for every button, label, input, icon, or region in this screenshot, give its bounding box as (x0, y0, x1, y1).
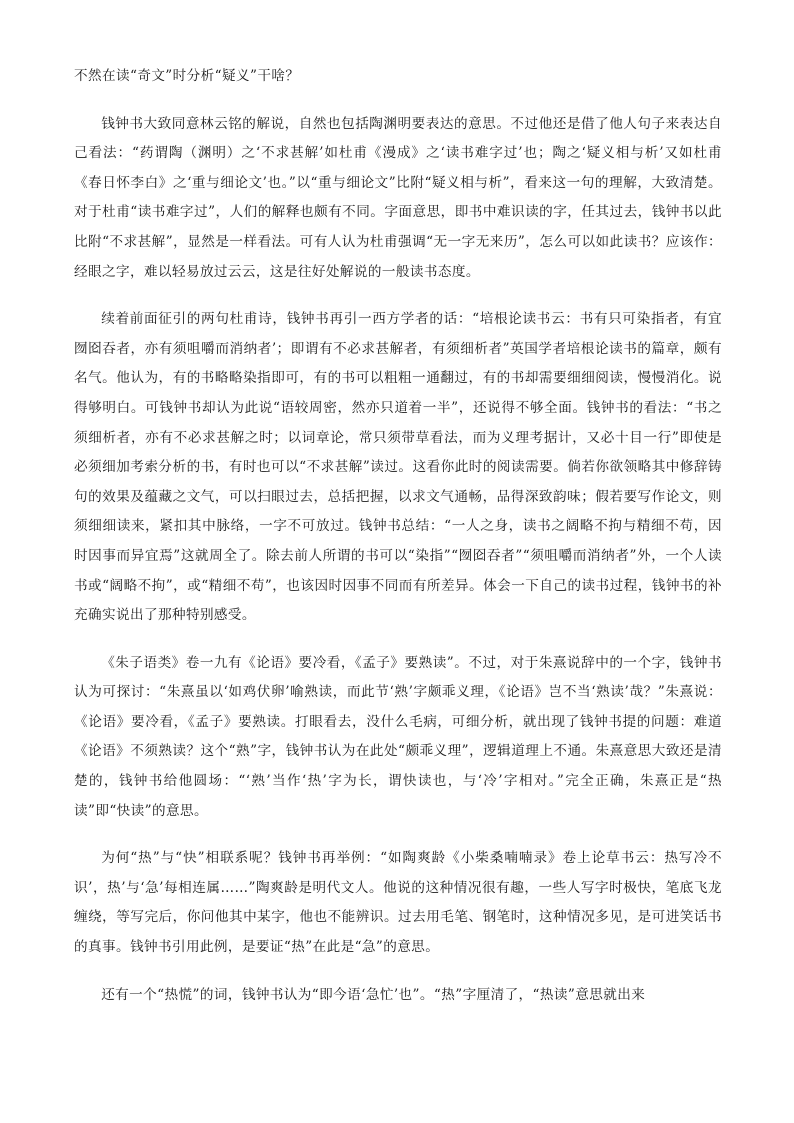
paragraph-6: 还有一个“热慌”的词，钱钟书认为“即今语‘急忙’也”。“热”字厘清了，“热读”意思就出来 (101, 986, 646, 1003)
paragraph-5: 为何“热”与“快”相联系呢？钱钟书再举例：“如陶爽龄《小柴桑喃喃录》卷上论草书云：热写冷不识’，热’与‘急’每相连属……”陶爽龄是明代文人。他说的这种情况很有趣，一些人写字时极快，笔底飞龙缠绕，等写完后，你问他其中某字，他也不能辨识。过去用毛笔、钢笔时，这种情况多见，是可进笑话书的真事。钱钟书引用此例，是要证“热”在此是“急”的意思。 (74, 850, 722, 956)
paragraph-3: 续着前面征引的两句杜甫诗，钱钟书再引一西方学者的话：“培根论读书云：书有只可染指者，有宜囫囵吞者，亦有须咀嚼而消纳者’；即谓有不必求甚解者，有须细析者”英国学者培根论读书的篇章，颇有名气。他认为，有的书略略染指即可，有的书可以粗粗一通翻过，有的书却需要细细阅读，慢慢消化。说得够明白。可钱钟书却认为此说“语较周密，然亦只道着一半”，还说得不够全面。钱钟书的看法：“书之须细析者，亦有不必求甚解之时；以词章论，常只须带草看法，而为义理考据计，又必十目一行”即使是必须细加考索分析的书，有时也可以“不求甚解”读过。这看你此时的阅读需要。倘若你欲领略其中修辞铸句的效果及蕴藏之文气，可以扫眼过去，总括把握，以求文气通畅，品得深致韵味；假若要写作论文，则须细细读来，紧扣其中脉络，一字不可放过。钱钟书总结：“一人之身，读书之阔略不拘与精细不苟，因时因事而异宜焉”这就周全了。除去前人所谓的书可以“染指”“囫囵吞者”“须咀嚼而消纳者”外，一个人读书或“阔略不拘”，或“精细不苟”，也该因时因事不同而有所差异。体会一下自己的读书过程，钱钟书的补充确实说出了那种特别感受。 (74, 311, 722, 624)
paragraph-4: 《朱子语类》卷一九有《论语》要冷看，《孟子》要熟读”。不过，对于朱熹说辞中的一个字，钱钟书认为可探讨：“朱熹虽以‘如鸡伏卵’喻熟读，而此节‘熟’字颇乖义理，《论语》岂不当‘熟读’哉？”朱熹说：《论语》要冷看，《孟子》要熟读。打眼看去，没什么毛病，可细分析，就出现了钱钟书提的问题：难道《论语》不须熟读？这个“熟”字，钱钟书认为在此处“颇乖义理”，逻辑道理上不通。朱熹意思大致还是清楚的，钱钟书给他圆场：“‘熟’当作‘热’字为长，谓快读也，与‘冷’字相对。”完全正确，朱熹正是“热读”即“快读”的意思。 (74, 654, 722, 819)
paragraph-1: 不然在读“奇文”时分析“疑义”干啥？ (74, 68, 300, 84)
paragraph-2: 钱钟书大致同意林云铭的解说，自然也包括陶渊明要表达的意思。不过他还是借了他人句子来表达自己看法：“药谓陶（渊明）之‘不求甚解’如杜甫《漫成》之‘读书难字过’也；陶之‘疑义相与析’又如杜甫《春日怀李白》之‘重与细论文’也。”以“重与细论文”比附“疑义相与析”，看来这一句的理解，大致清楚。对于杜甫“读书难字过”，人们的解释也颇有不同。字面意思，即书中难识读的字，任其过去，钱钟书以此比附“不求甚解”，显然是一样看法。可有人认为杜甫强调“无一字无来历”，怎么可以如此读书？应该作：经眼之字，难以轻易放过云云，这是往好处解说的一般读书态度。 (74, 115, 722, 280)
body-text (74, 62, 722, 1028)
